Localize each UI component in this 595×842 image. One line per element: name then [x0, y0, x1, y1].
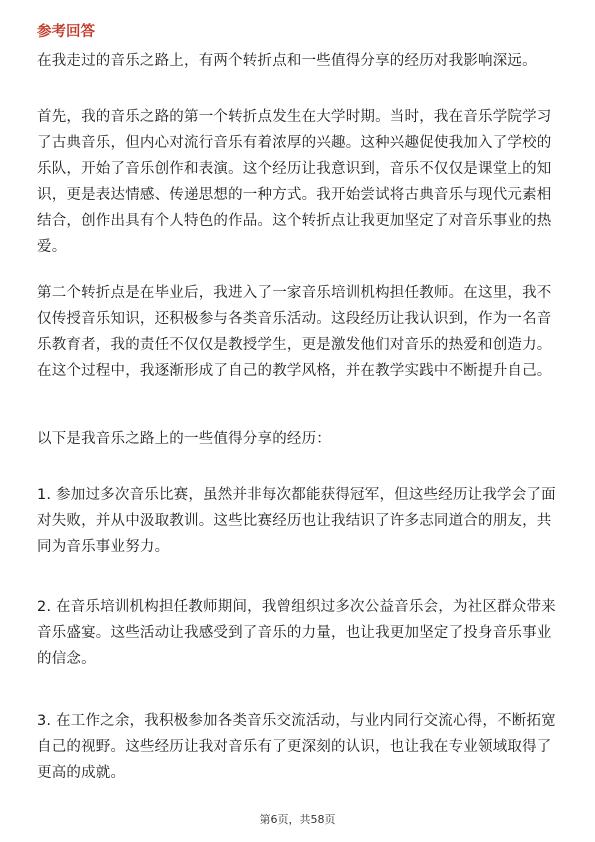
list-item-experience-3: 3. 在工作之余，我积极参加各类音乐交流活动，与业内同行交流心得，不断拓宽自己的视野。这些经历让我对音乐有了更深刻的认识，也让我在专业领域取得了更高的成就。 — [37, 713, 556, 781]
page-number-footer: 第6页，共58页 — [259, 813, 336, 826]
paragraph-intro: 在我走过的音乐之路上，有两个转折点和一些值得分享的经历对我影响深远。 — [37, 53, 537, 69]
paragraph-experiences-intro: 以下是我音乐之路上的一些值得分享的经历： — [37, 431, 331, 447]
answer-heading: 参考回答 — [37, 24, 95, 40]
paragraph-second-turning-point: 第二个转折点是在毕业后，我进入了一家音乐培训机构担任教师。在这里，我不仅传授音乐知识，还积极参与各类音乐活动。这段经历让我认识到，作为一名音乐教育者，我的责任不仅仅是教授学生，更是激发他们对音乐的热爱和创造力。在这个过程中，我逐渐形成了自己的教学风格，并在教学实践中不断提升自己。 — [37, 285, 552, 379]
list-item-experience-1: 1. 参加过多次音乐比赛，虽然并非每次都能获得冠军，但这些经历让我学会了面对失败，并从中汲取教训。这些比赛经历也让我结识了许多志同道合的朋友，共同为音乐事业努力。 — [37, 487, 556, 555]
list-item-experience-2: 2. 在音乐培训机构担任教师期间，我曾组织过多次公益音乐会，为社区群众带来音乐盛宴。这些活动让我感受到了音乐的力量，也让我更加坚定了投身音乐事业的信念。 — [37, 599, 556, 667]
paragraph-first-turning-point: 首先，我的音乐之路的第一个转折点发生在大学时期。当时，我在音乐学院学习了古典音乐，但内心对流行音乐有着浓厚的兴趣。这种兴趣促使我加入了学校的乐队，开始了音乐创作和表演。这个经历让我意识到，音乐不仅仅是课堂上的知识，更是表达情感、传递思想的一种方式。我开始尝试将古典音乐与现代元素相结合，创作出具有个人特色的作品。这个转折点让我更加坚定了对音乐事业的热爱。 — [37, 109, 552, 255]
